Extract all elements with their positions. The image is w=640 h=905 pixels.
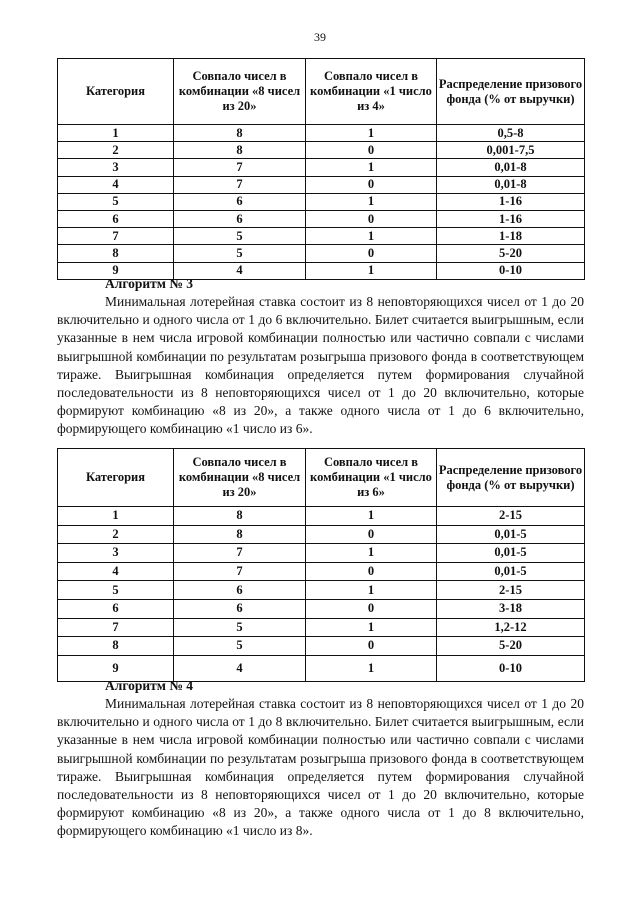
table-row bbox=[58, 193, 585, 210]
cell-match-extra: 1 bbox=[306, 618, 437, 637]
cell-match-extra: 0 bbox=[306, 210, 437, 227]
cell-match-main: 6 bbox=[174, 581, 306, 600]
cell-match-extra: 1 bbox=[306, 125, 437, 142]
cell-match-main: 5 bbox=[174, 245, 306, 262]
cell-match-main: 7 bbox=[174, 176, 306, 193]
cell-match-main: 6 bbox=[174, 599, 306, 618]
cell-category: 6 bbox=[58, 599, 174, 618]
table-row bbox=[58, 618, 585, 637]
cell-match-main: 7 bbox=[174, 544, 306, 563]
table-row bbox=[58, 507, 585, 526]
algorithm-4-title: Алгоритм № 4 bbox=[105, 678, 194, 693]
cell-match-main: 5 bbox=[174, 228, 306, 245]
cell-category: 3 bbox=[58, 544, 174, 563]
table-row bbox=[58, 125, 585, 142]
table-row bbox=[58, 599, 585, 618]
cell-distribution: 0,01-5 bbox=[437, 544, 585, 563]
cell-match-main: 4 bbox=[174, 262, 306, 279]
table-row bbox=[58, 142, 585, 159]
table-row bbox=[58, 562, 585, 581]
algorithm-3-text: Минимальная лотерейная ставка состоит из 8 неповторяющихся чисел от 1 до 20 включительно и одного числа от 1 до 6 включительно. Билет считается выигрышным, если указанные в нем числа игровой комбинации полностью или частично совпали с числами выигрышной комбинации по результатам розыгрыша призового фонда в соответствующем тираже. Выигрышная комбинация определяется путем формирования случайной последовательности из 8 неповторяющихся чисел от 1 до 20 включительно, которые формируют комбинацию «8 из 20», а также одного числа от 1 до 6 включительно, формирующего комбинацию «1 число из 6». bbox=[57, 294, 584, 437]
cell-category: 3 bbox=[58, 159, 174, 176]
cell-category: 2 bbox=[58, 142, 174, 159]
cell-match-extra: 0 bbox=[306, 176, 437, 193]
table-row bbox=[58, 581, 585, 600]
cell-distribution: 2-15 bbox=[437, 507, 585, 526]
header-distribution: Распределение призового фонда (% от выручки) bbox=[437, 449, 585, 507]
table-header-row bbox=[58, 449, 585, 507]
cell-match-main: 8 bbox=[174, 525, 306, 544]
cell-match-extra: 1 bbox=[306, 581, 437, 600]
cell-match-extra: 1 bbox=[306, 655, 437, 681]
cell-match-extra: 0 bbox=[306, 599, 437, 618]
cell-match-main: 8 bbox=[174, 507, 306, 526]
cell-distribution: 0-10 bbox=[437, 655, 585, 681]
cell-match-main: 7 bbox=[174, 562, 306, 581]
cell-match-main: 6 bbox=[174, 193, 306, 210]
header-match-extra: Совпало чисел в комбинации «1 число из 4» bbox=[306, 59, 437, 125]
cell-category: 8 bbox=[58, 637, 174, 656]
cell-match-extra: 1 bbox=[306, 193, 437, 210]
cell-match-main: 4 bbox=[174, 655, 306, 681]
table-header-row bbox=[58, 59, 585, 125]
page-number: 39 bbox=[314, 30, 326, 44]
header-match-main: Совпало чисел в комбинации «8 чисел из 20» bbox=[174, 449, 306, 507]
header-category: Категория bbox=[58, 59, 174, 125]
cell-distribution: 2-15 bbox=[437, 581, 585, 600]
cell-category: 2 bbox=[58, 525, 174, 544]
cell-match-extra: 1 bbox=[306, 159, 437, 176]
cell-distribution: 0,5-8 bbox=[437, 125, 585, 142]
cell-category: 7 bbox=[58, 228, 174, 245]
cell-match-main: 8 bbox=[174, 125, 306, 142]
cell-category: 6 bbox=[58, 210, 174, 227]
table-row bbox=[58, 544, 585, 563]
cell-category: 8 bbox=[58, 245, 174, 262]
cell-match-extra: 0 bbox=[306, 637, 437, 656]
cell-match-extra: 0 bbox=[306, 245, 437, 262]
cell-match-extra: 0 bbox=[306, 142, 437, 159]
cell-category: 5 bbox=[58, 581, 174, 600]
table-row bbox=[58, 245, 585, 262]
table-row bbox=[58, 210, 585, 227]
table-row bbox=[58, 525, 585, 544]
cell-match-extra: 1 bbox=[306, 507, 437, 526]
cell-match-main: 7 bbox=[174, 159, 306, 176]
cell-distribution: 0,01-5 bbox=[437, 525, 585, 544]
header-category: Категория bbox=[58, 449, 174, 507]
table-row bbox=[58, 637, 585, 656]
cell-match-extra: 1 bbox=[306, 262, 437, 279]
cell-match-extra: 0 bbox=[306, 525, 437, 544]
cell-category: 4 bbox=[58, 562, 174, 581]
cell-match-extra: 0 bbox=[306, 562, 437, 581]
cell-distribution: 5-20 bbox=[437, 245, 585, 262]
cell-category: 7 bbox=[58, 618, 174, 637]
cell-distribution: 1-18 bbox=[437, 228, 585, 245]
algorithm-4-text: Минимальная лотерейная ставка состоит из 8 неповторяющихся чисел от 1 до 20 включительно и одного числа от 1 до 8 включительно. Билет считается выигрышным, если указанные в нем числа игровой комбинации полностью или частично совпали с числами выигрышной комбинации по результатам розыгрыша призового фонда в соответствующем тираже. Выигрышная комбинация определяется путем формирования случайной последовательности из 8 неповторяющихся чисел от 1 до 20 включительно, которые формируют комбинацию «8 из 20», а также одного числа от 1 до 8 включительно, формирующего комбинацию «1 число из 8». bbox=[57, 696, 584, 839]
cell-distribution: 0,001-7,5 bbox=[437, 142, 585, 159]
cell-category: 9 bbox=[58, 262, 174, 279]
cell-match-main: 5 bbox=[174, 618, 306, 637]
cell-category: 1 bbox=[58, 507, 174, 526]
cell-category: 5 bbox=[58, 193, 174, 210]
cell-distribution: 1-16 bbox=[437, 193, 585, 210]
cell-distribution: 1-16 bbox=[437, 210, 585, 227]
cell-distribution: 0,01-8 bbox=[437, 176, 585, 193]
table-row bbox=[58, 159, 585, 176]
prize-table-algorithm-3 bbox=[57, 448, 585, 682]
header-match-extra: Совпало чисел в комбинации «1 число из 6» bbox=[306, 449, 437, 507]
table-row bbox=[58, 228, 585, 245]
cell-distribution: 0,01-5 bbox=[437, 562, 585, 581]
cell-match-main: 8 bbox=[174, 142, 306, 159]
cell-distribution: 5-20 bbox=[437, 637, 585, 656]
cell-distribution: 3-18 bbox=[437, 599, 585, 618]
header-match-main: Совпало чисел в комбинации «8 чисел из 20» bbox=[174, 59, 306, 125]
algorithm-3-title: Алгоритм № 3 bbox=[105, 276, 194, 291]
cell-match-extra: 1 bbox=[306, 544, 437, 563]
cell-match-extra: 1 bbox=[306, 228, 437, 245]
cell-distribution: 0-10 bbox=[437, 262, 585, 279]
cell-match-main: 6 bbox=[174, 210, 306, 227]
cell-category: 9 bbox=[58, 655, 174, 681]
cell-category: 1 bbox=[58, 125, 174, 142]
cell-distribution: 0,01-8 bbox=[437, 159, 585, 176]
header-distribution: Распределение призового фонда (% от выручки) bbox=[437, 59, 585, 125]
prize-table-algorithm-2 bbox=[57, 58, 585, 280]
cell-match-main: 5 bbox=[174, 637, 306, 656]
table-row bbox=[58, 176, 585, 193]
cell-distribution: 1,2-12 bbox=[437, 618, 585, 637]
cell-category: 4 bbox=[58, 176, 174, 193]
